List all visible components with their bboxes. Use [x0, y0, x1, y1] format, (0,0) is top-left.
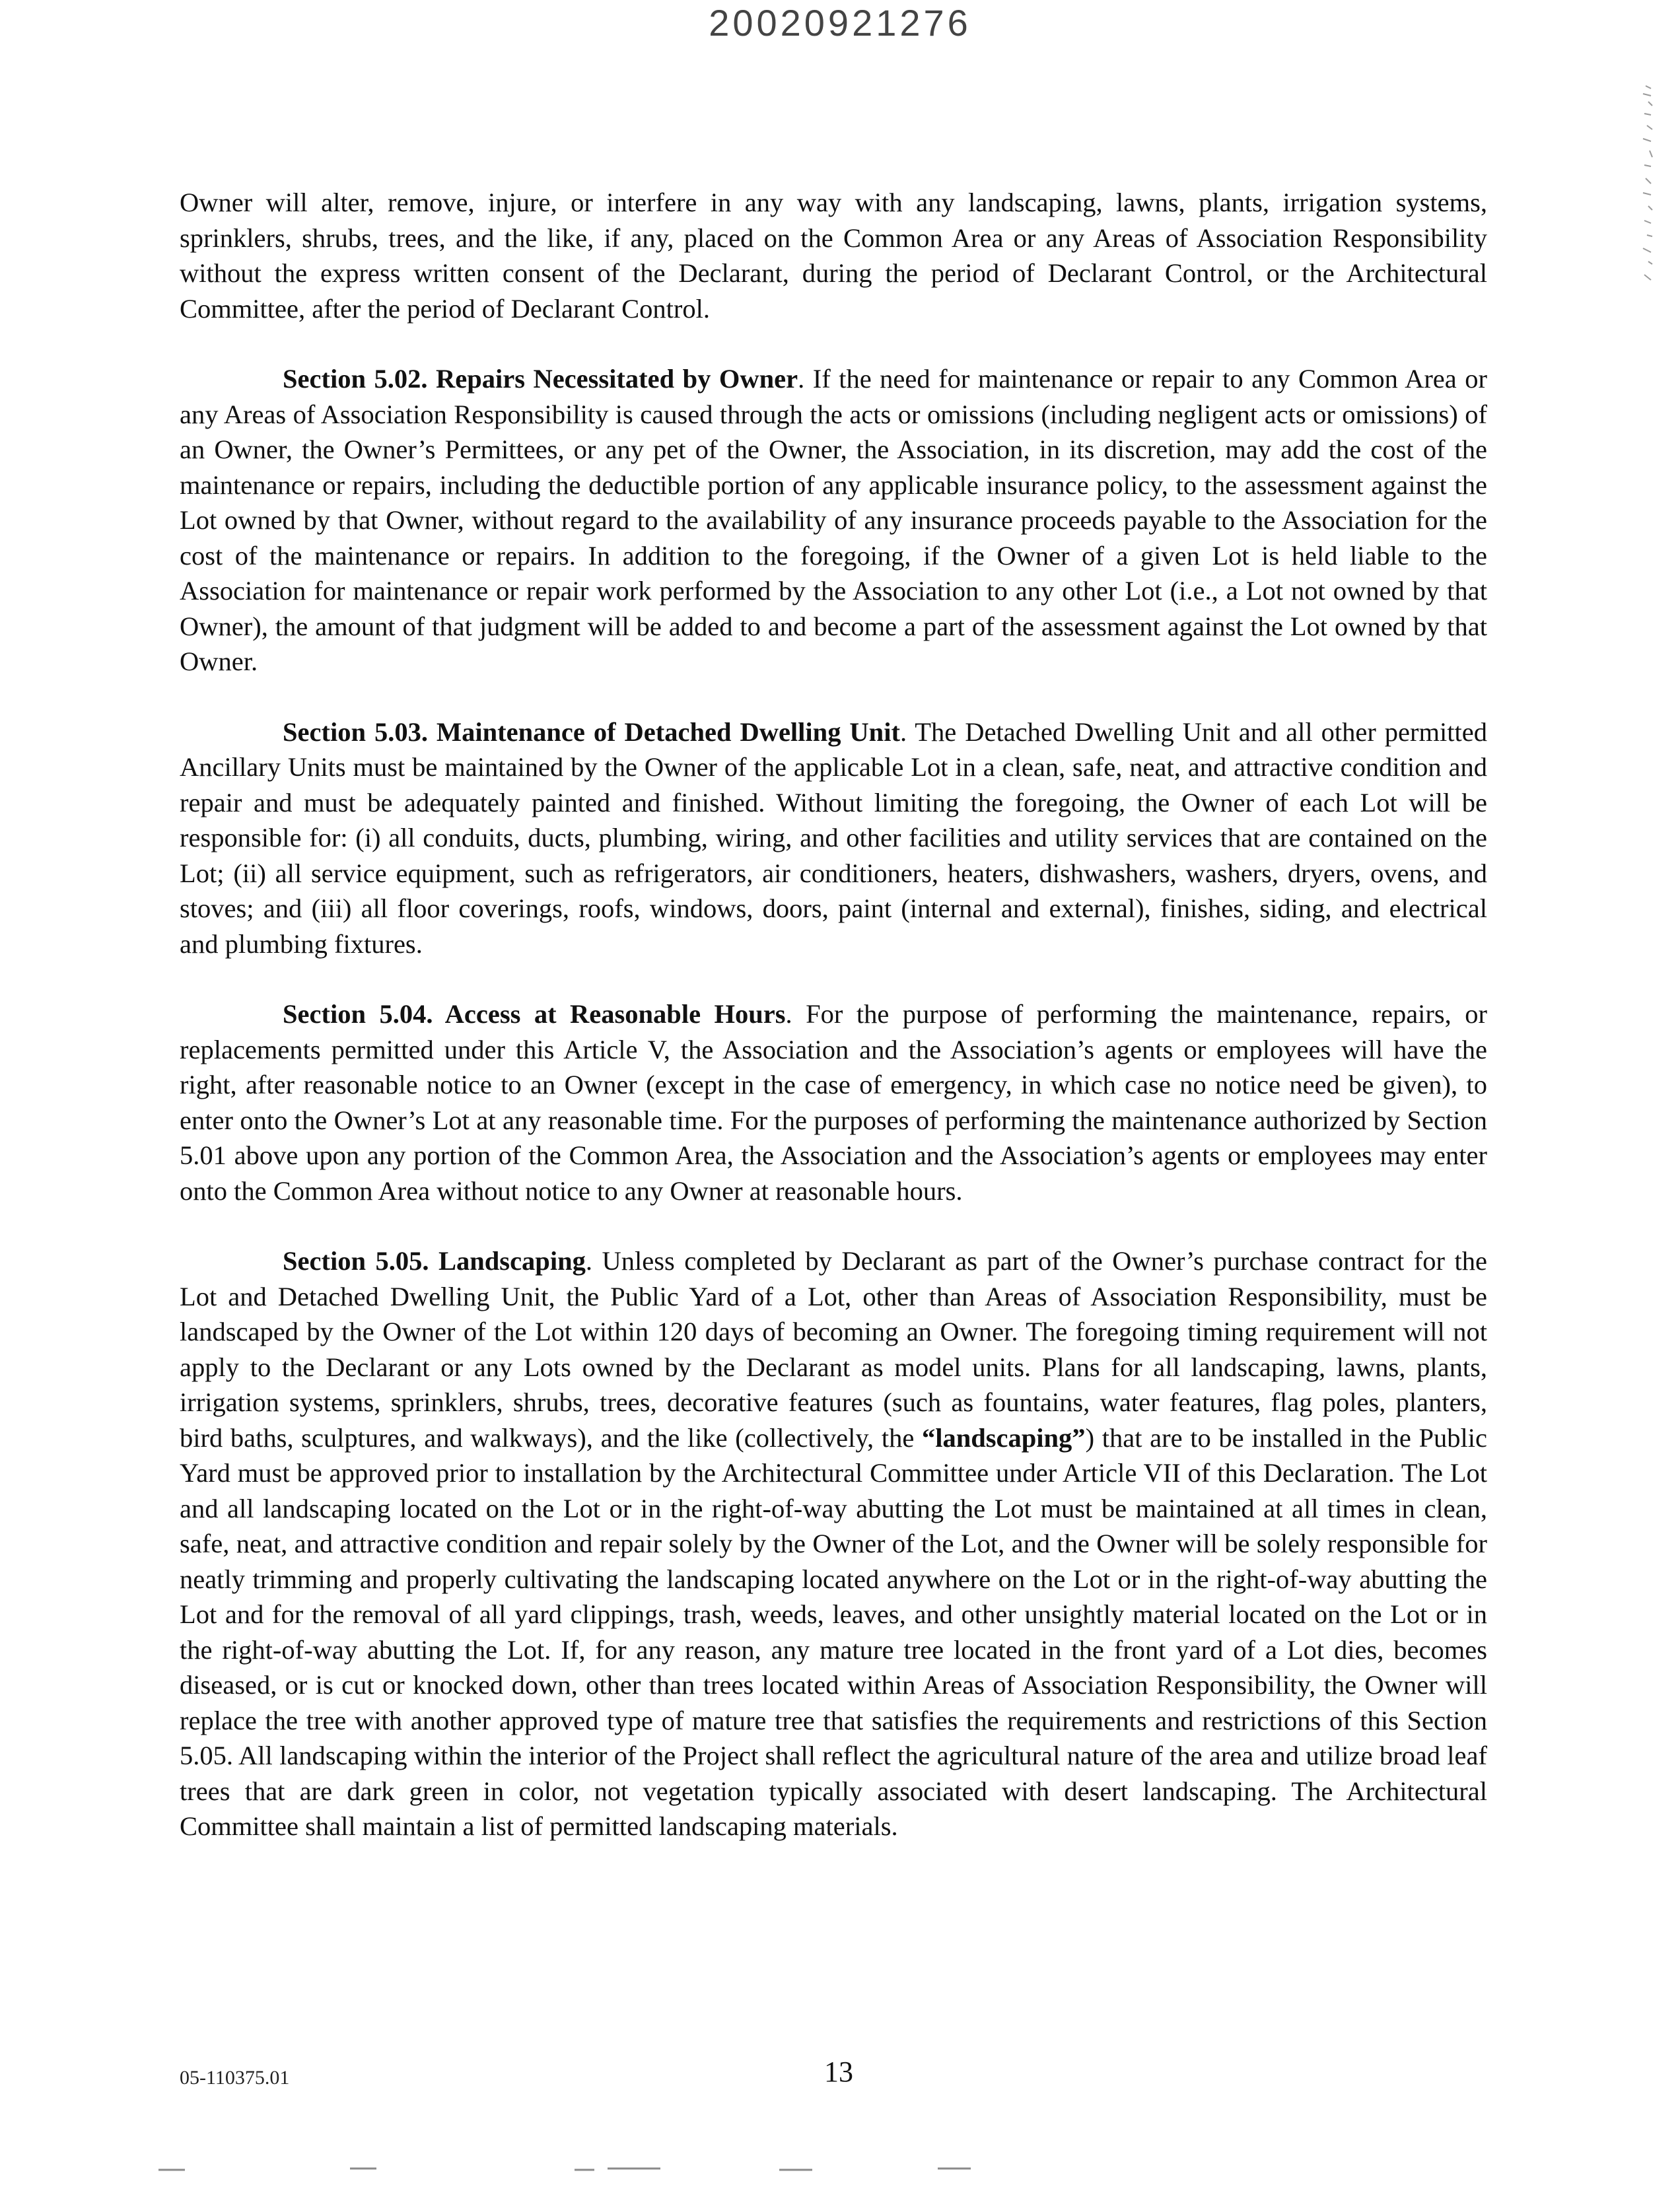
paragraph-continuation: Owner will alter, remove, injure, or interfere in any way with any landscaping, lawns, plants, irrigation systems, sprinklers, shrubs, trees, and the like, if any, placed on the Common Area or any Areas of Association Responsibility without the express written consent of the Declarant, during the period of Declarant Control, or the Architectural Committee, after the period of Declarant Control.	[180, 188, 1487, 324]
document-body	[180, 185, 1487, 1879]
section-5-03-text: . The Detached Dwelling Unit and all other permitted Ancillary Units must be maintained by the Owner of the applicable Lot in a clean, safe, neat, and attractive condition and repair and must be adequately painted and finished. Without limiting the foregoing, the Owner of each Lot will be responsible for: (i) all conduits, ducts, plumbing, wiring, and other facilities and utility services that are contained on the Lot; (ii) all service equipment, such as refrigerators, air conditioners, heaters, dishwashers, washers, dryers, ovens, and stoves; and (iii) all floor coverings, roofs, windows, doors, paint (internal and external), finishes, siding, and electrical and plumbing fixtures.	[180, 716, 1487, 959]
section-5-05-text-part2: ) that are to be installed in the Public Yard must be approved prior to installation by the Architectural Committee under Article VII of this Declaration. The Lot and all landscaping located on the Lot or in the right-of-way abutting the Lot must be maintained at all times in clean, safe, neat, and attractive condition and repair solely by the Owner of the Lot, and the Owner will be solely responsible for neatly trimming and properly cultivating the landscaping located anywhere on the Lot or in the right-of-way abutting the Lot and for the removal of all yard clippings, trash, weeds, leaves, and other unsightly material located on the Lot or in the right-of-way abutting the Lot. If, for any reason, any mature tree located in the front yard of a Lot dies, becomes diseased, or is cut or knocked down, other than trees located within Areas of Association Responsibility, the Owner will replace the tree with another approved type of mature tree that satisfies the requirements and restrictions of this Section 5.05. All landscaping within the interior of the Project shall reflect the agricultural nature of the area and utilize broad leaf trees that are dark green in color, not vegetation typically associated with desert landscaping. The Architectural Committee shall maintain a list of permitted landscaping materials.	[180, 1422, 1487, 1841]
section-5-04-heading: Section 5.04. Access at Reasonable Hours	[283, 999, 786, 1029]
section-5-04-text: . For the purpose of performing the maintenance, repairs, or replacements permitted under this Article V, the Association and the Association’s agents or employees will have the right, after reasonable notice to an Owner (except in the case of emergency, in which case no notice need be given), to enter onto the Owner’s Lot at any reasonable time. For the purposes of performing the maintenance authorized by Section 5.01 above upon any portion of the Common Area, the Association and the Association’s agents or employees may enter onto the Common Area without notice to any Owner at reasonable hours.	[180, 999, 1487, 1206]
section-5-04	[180, 996, 1487, 1208]
section-5-05	[180, 1243, 1487, 1844]
section-5-05-heading: Section 5.05. Landscaping	[283, 1246, 586, 1276]
footer-document-id: 05-110375.01	[180, 2067, 290, 2089]
section-5-05-text-part1: . Unless completed by Declarant as part of the Owner’s purchase contract for the Lot and Detached Dwelling Unit, the Public Yard of a Lot, other than Areas of Association Responsibility, must be landscaped by the Owner of the Lot within 120 days of becoming an Owner. The foregoing timing requirement will not apply to the Declarant or any Lots owned by the Declarant as model units. Plans for all landscaping, lawns, plants, irrigation systems, sprinklers, shrubs, trees, decorative features (such as fountains, water features, flag poles, planters, bird baths, sculptures, and walkways), and the like (collectively, the	[180, 1246, 1487, 1453]
section-5-02-heading: Section 5.02. Repairs Necessitated by Owner	[283, 364, 798, 394]
section-5-03	[180, 714, 1487, 962]
defined-term-landscaping: “landscaping”	[921, 1422, 1086, 1453]
recording-number: 20020921276	[709, 2, 971, 44]
section-5-03-heading: Section 5.03. Maintenance of Detached Dwelling Unit	[283, 716, 900, 747]
section-5-02-text: . If the need for maintenance or repair to any Common Area or any Areas of Association Responsibility is caused through the acts or omissions (including negligent acts or omissions) of an Owner, the Owner’s Permittees, or any pet of the Owner, the Association, in its discretion, may add the cost of the maintenance or repairs, including the deductible portion of any applicable insurance policy, to the assessment against the Lot owned by that Owner, without regard to the availability of any insurance proceeds payable to the Association for the cost of the maintenance or repairs. In addition to the foregoing, if the Owner of a given Lot is held liable to the Association for maintenance or repair work performed by the Association to any other Lot (i.e., a Lot not owned by that Owner), the amount of that judgment will be added to and become a part of the assessment against the Lot owned by that Owner.	[180, 364, 1487, 676]
scan-bottom-artifacts	[0, 2163, 1680, 2176]
page-number: 13	[824, 2056, 853, 2088]
section-5-02	[180, 361, 1487, 679]
scan-margin-marks	[1619, 79, 1659, 291]
